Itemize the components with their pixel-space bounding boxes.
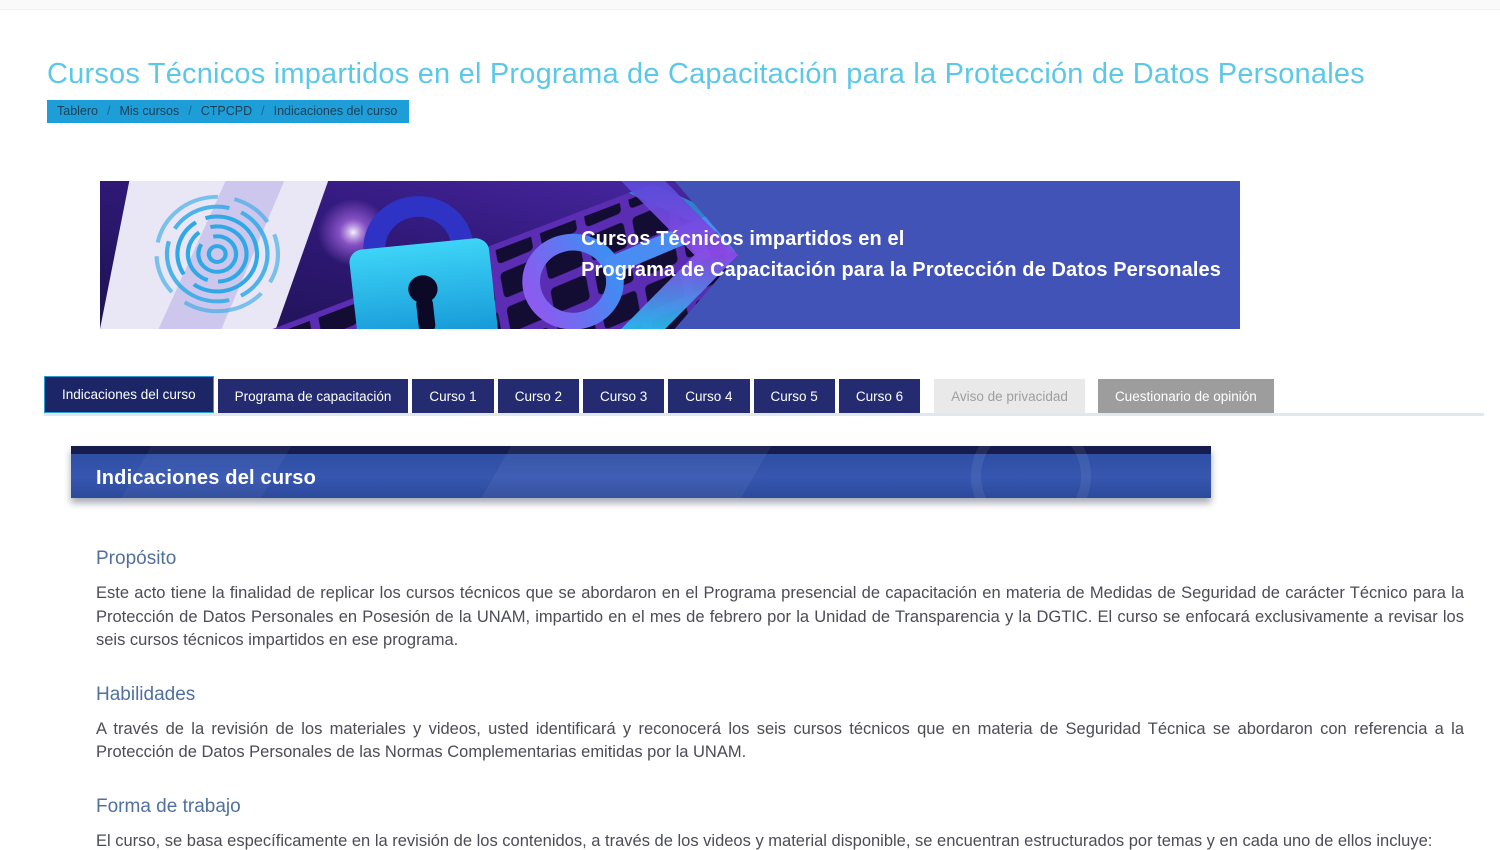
section-body: A través de la revisión de los materiales y videos, usted identificará y reconocerá los seis cursos técnicos que en materia de Seguridad Técnica se abordaron con referencia a la Protección de Datos Personales de las Normas Complementarias emitidas por la UNAM. <box>96 719 1464 761</box>
course-hero-banner <box>100 181 1240 329</box>
section-heading: Forma de trabajo <box>96 795 241 817</box>
section-proposito <box>96 548 1464 653</box>
breadcrumb-separator: / <box>261 104 265 118</box>
tab-indicaciones-del-curso[interactable]: Indicaciones del curso <box>44 376 214 413</box>
banner-title-line2: Programa de Capacitación para la Protección de Datos Personales <box>581 259 1221 281</box>
breadcrumb-separator: / <box>107 104 111 118</box>
tab-curso-4[interactable]: Curso 4 <box>668 379 749 413</box>
breadcrumb-item-tablero[interactable]: Tablero <box>57 104 98 118</box>
tab-curso-1[interactable]: Curso 1 <box>412 379 493 413</box>
section-header-title: Indicaciones del curso <box>96 467 317 489</box>
page-title: Cursos Técnicos impartidos en el Programa de Capacitación para la Protección de Datos Personales <box>47 58 1365 90</box>
breadcrumb-item-current: Indicaciones del curso <box>273 104 398 118</box>
tab-curso-6[interactable]: Curso 6 <box>839 379 920 413</box>
tab-curso-3[interactable]: Curso 3 <box>583 379 664 413</box>
browser-top-strip <box>0 0 1500 10</box>
breadcrumb <box>47 100 409 123</box>
section-heading: Habilidades <box>96 683 196 705</box>
course-tab-bar <box>44 376 1484 416</box>
watermark-shape <box>465 446 777 498</box>
section-body: El curso, se basa específicamente en la revisión de los contenidos, a través de los videos y material disponible, se encuentran estructurados por temas y en cada uno de ellos incluye: <box>96 831 1433 850</box>
course-content <box>96 548 1464 850</box>
banner-title <box>581 224 1221 286</box>
tab-cuestionario-de-opinion[interactable]: Cuestionario de opinión <box>1098 379 1274 413</box>
banner-title-line1: Cursos Técnicos impartidos en el <box>581 228 905 250</box>
tab-aviso-de-privacidad[interactable]: Aviso de privacidad <box>934 379 1085 413</box>
breadcrumb-separator: / <box>188 104 192 118</box>
breadcrumb-item-mis-cursos[interactable]: Mis cursos <box>119 104 180 118</box>
section-heading: Propósito <box>96 548 177 569</box>
watermark-circle <box>971 446 1091 498</box>
tab-programa-de-capacitacion[interactable]: Programa de capacitación <box>218 379 409 413</box>
tab-curso-5[interactable]: Curso 5 <box>754 379 835 413</box>
section-header-banner <box>71 446 1211 498</box>
section-habilidades <box>96 684 1464 765</box>
section-body: Este acto tiene la finalidad de replicar los cursos técnicos que se abordaron en el Programa presencial de capacitación en materia de Medidas de Seguridad de carácter Técnico para la Protección de Datos Personales en Posesión de la UNAM, impartido en el mes de febrero por la Unidad de Transparencia y la DGTIC. El curso se enfocará exclusivamente a revisar los seis cursos técnicos impartidos en ese programa. <box>96 584 1464 649</box>
section-forma-de-trabajo <box>96 796 1464 850</box>
tab-curso-2[interactable]: Curso 2 <box>498 379 579 413</box>
breadcrumb-item-ctpcpd[interactable]: CTPCPD <box>200 104 253 118</box>
